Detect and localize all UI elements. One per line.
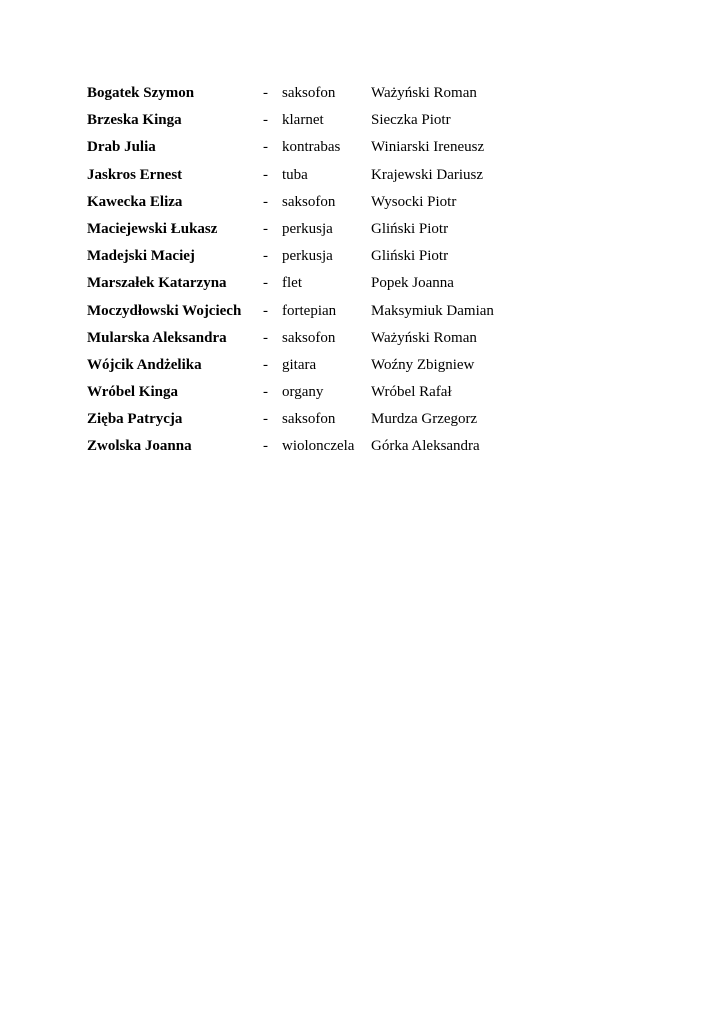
- instrument: saksofon: [282, 85, 336, 101]
- student-name: Madejski Maciej: [87, 248, 195, 265]
- teacher-name: Wróbel Rafał: [371, 384, 452, 401]
- teacher-name: Murdza Grzegorz: [371, 411, 478, 428]
- separator-dash: -: [263, 356, 268, 373]
- teacher-name: Maksymiuk Damian: [371, 302, 494, 319]
- student-name: Moczydłowski Wojciech: [87, 302, 242, 319]
- separator-dash: -: [263, 329, 268, 346]
- student-name: Bogatek Szymon: [87, 85, 195, 101]
- instrument: tuba: [282, 166, 308, 183]
- teacher-name: Gliński Piotr: [371, 220, 449, 237]
- instrument: fortepian: [282, 302, 337, 319]
- student-name: Jaskros Ernest: [87, 166, 183, 183]
- separator-dash: -: [263, 248, 268, 265]
- instrument: kontrabas: [282, 139, 341, 156]
- instrument: saksofon: [282, 193, 336, 210]
- student-name: Kawecka Eliza: [87, 193, 183, 210]
- instrument: perkusja: [282, 220, 333, 237]
- separator-dash: -: [263, 411, 268, 428]
- student-name: Brzeska Kinga: [87, 112, 182, 129]
- separator-dash: -: [263, 275, 268, 292]
- teacher-name: Ważyński Roman: [371, 85, 477, 101]
- student-name: Mularska Aleksandra: [87, 329, 227, 346]
- teacher-name: Gliński Piotr: [371, 248, 449, 265]
- instrument: perkusja: [282, 248, 333, 265]
- separator-dash: -: [263, 139, 268, 156]
- teacher-name: Woźny Zbigniew: [371, 356, 475, 373]
- instrument: wiolonczela: [282, 438, 355, 455]
- student-name: Marszałek Katarzyna: [87, 275, 227, 292]
- student-name: Maciejewski Łukasz: [87, 220, 218, 237]
- instrument: saksofon: [282, 329, 336, 346]
- teacher-name: Wysocki Piotr: [371, 193, 457, 210]
- separator-dash: -: [263, 384, 268, 401]
- separator-dash: -: [263, 85, 268, 101]
- instrument: klarnet: [282, 112, 324, 129]
- student-name: Zwolska Joanna: [87, 438, 192, 455]
- student-name: Zięba Patrycja: [87, 411, 183, 428]
- separator-dash: -: [263, 220, 268, 237]
- instrument: saksofon: [282, 411, 336, 428]
- separator-dash: -: [263, 112, 268, 129]
- student-name: Wróbel Kinga: [87, 384, 178, 401]
- student-name: Wójcik Andżelika: [87, 356, 202, 373]
- instrument: organy: [282, 384, 324, 401]
- instrument: flet: [282, 275, 302, 292]
- student-name: Drab Julia: [87, 139, 156, 156]
- separator-dash: -: [263, 166, 268, 183]
- teacher-name: Górka Aleksandra: [371, 438, 480, 455]
- separator-dash: -: [263, 193, 268, 210]
- separator-dash: -: [263, 302, 268, 319]
- teacher-name: Ważyński Roman: [371, 329, 477, 346]
- separator-dash: -: [263, 438, 268, 455]
- instrument: gitara: [282, 356, 317, 373]
- teacher-name: Popek Joanna: [371, 275, 454, 292]
- teacher-name: Sieczka Piotr: [371, 112, 451, 129]
- teacher-name: Winiarski Ireneusz: [371, 139, 485, 156]
- teacher-name: Krajewski Dariusz: [371, 166, 484, 183]
